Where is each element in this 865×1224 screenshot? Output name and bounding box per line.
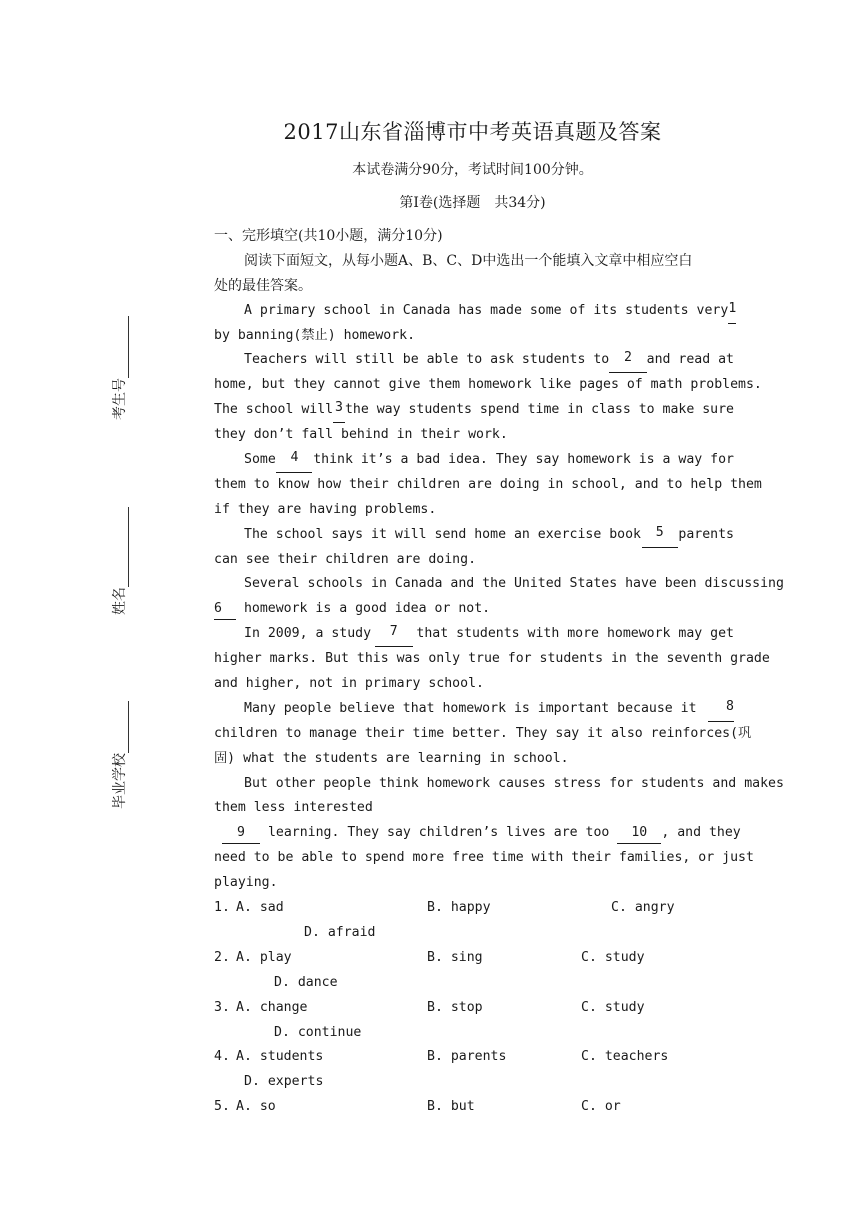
passage-text: In 2009, a study	[244, 626, 372, 642]
side-field-line	[112, 316, 129, 378]
part-title: 第Ⅰ卷(选择题 共34分)	[399, 195, 546, 211]
passage-text: the way students spend time in class to make sure	[344, 402, 734, 418]
option-d: D. continue	[274, 1024, 362, 1040]
blank-3: 3	[333, 398, 345, 423]
option-a: A. sad	[236, 900, 284, 916]
question-number: 1.	[214, 900, 230, 916]
passage-line: by banning(禁止) homework.	[214, 327, 416, 343]
page-title: 2017山东省淄博市中考英语真题及答案	[283, 120, 662, 144]
passage-line	[214, 448, 734, 473]
passage-text: Teachers will still be able to ask students to	[244, 352, 610, 368]
blank-10: 10	[617, 823, 661, 844]
side-field-school	[109, 699, 133, 809]
question-row	[214, 921, 734, 946]
passage-line	[214, 821, 741, 846]
option-b: B. parents	[427, 1049, 507, 1065]
question-row	[214, 971, 734, 996]
blank-2: 2	[609, 348, 646, 373]
option-d: D. experts	[244, 1074, 324, 1090]
side-field-candidate-number	[109, 310, 133, 420]
passage-text: A primary school in Canada has made some of its students very	[244, 302, 729, 318]
blank-4: 4	[276, 448, 312, 473]
passage-text: and read at	[646, 352, 734, 368]
passage-line	[214, 348, 734, 373]
option-c: C. teachers	[581, 1049, 669, 1065]
option-b: B. but	[427, 1099, 475, 1115]
passage-line	[214, 597, 734, 622]
passage-text: parents	[678, 526, 734, 542]
blank-8: 8	[708, 697, 734, 722]
option-d: D. afraid	[304, 924, 376, 940]
passage-text: The school says it will send home an exercise book	[244, 526, 641, 542]
section-heading: 一、完形填空(共10小题，满分10分)	[214, 228, 443, 244]
side-field-name	[109, 505, 133, 615]
passage-text: , and they	[661, 825, 741, 841]
side-field-label: 姓名	[112, 587, 128, 615]
option-c: C. or	[581, 1099, 621, 1115]
option-a: A. students	[236, 1049, 324, 1065]
passage-text: think it’s a bad idea. They say homework is a way for	[313, 452, 734, 468]
question-row	[214, 1095, 734, 1120]
option-a: A. so	[236, 1099, 276, 1115]
passage-text: homework is a good idea or not.	[243, 601, 491, 617]
passage-line	[214, 398, 734, 423]
passage-line: need to be able to spend more free time with their families, or just	[214, 850, 754, 866]
passage-line	[214, 622, 734, 647]
side-field-label: 毕业学校	[112, 753, 128, 809]
passage-line	[214, 299, 737, 324]
passage-text: The school will	[214, 402, 334, 418]
option-d: D. dance	[274, 974, 338, 990]
blank-6: 6	[214, 599, 236, 620]
side-field-line	[112, 507, 129, 587]
question-row	[214, 946, 734, 971]
passage-line: higher marks. But this was only true for students in the seventh grade	[214, 651, 770, 667]
passage-line: they don’t fall behind in their work.	[214, 427, 508, 443]
option-b: B. sing	[427, 949, 483, 965]
option-a: A. play	[236, 949, 292, 965]
passage-text: Some	[244, 452, 276, 468]
passage-text: home, but they cannot give them homework like pages of math problems.	[214, 377, 762, 393]
question-row	[214, 996, 734, 1021]
passage-line: children to manage their time better. They say it also reinforces(巩	[214, 725, 752, 741]
instruction-line: 阅读下面短文，从每小题A、B、C、D中选出一个能填入文章中相应空白	[244, 252, 693, 269]
passage-line	[214, 373, 762, 398]
passage-line: them to know how their children are doing in school, and to help them	[214, 476, 762, 492]
instruction-line: 处的最佳答案。	[214, 277, 312, 294]
passage-line: can see their children are doing.	[214, 551, 477, 567]
question-number: 3.	[214, 999, 230, 1015]
blank-7: 7	[375, 622, 413, 647]
passage-text: Many people believe that homework is important because it	[244, 700, 697, 716]
question-row	[214, 1045, 734, 1070]
option-c: C. study	[581, 999, 645, 1015]
question-number: 4.	[214, 1049, 230, 1065]
question-row	[214, 1070, 734, 1095]
side-field-line	[112, 701, 129, 753]
blank-5: 5	[642, 523, 678, 548]
passage-line: But other people think homework causes stress for students and makes	[244, 775, 784, 791]
question-number: 2.	[214, 949, 230, 965]
exam-body	[214, 224, 784, 1120]
passage-line	[214, 697, 734, 722]
blank-1: 1	[728, 299, 736, 324]
blank-9: 9	[222, 823, 260, 844]
option-c: C. study	[581, 949, 645, 965]
passage-text: that students with more homework may get	[416, 626, 734, 642]
question-number: 5.	[214, 1099, 230, 1115]
side-field-label: 考生号	[112, 378, 128, 420]
exam-info: 本试卷满分90分，考试时间100分钟。	[352, 162, 593, 178]
option-c: C. angry	[611, 900, 675, 916]
passage-line: 固) what the students are learning in school.	[214, 750, 569, 766]
passage-line: if they are having problems.	[214, 501, 437, 517]
passage-line: them less interested	[214, 800, 373, 816]
passage-line	[214, 523, 734, 548]
passage-line: Several schools in Canada and the United States have been discussing	[244, 576, 784, 592]
passage-text: learning. They say children’s lives are too	[267, 825, 610, 841]
passage-line: and higher, not in primary school.	[214, 676, 484, 692]
option-b: B. happy	[427, 900, 491, 916]
question-row	[214, 896, 734, 921]
option-b: B. stop	[427, 999, 483, 1015]
passage-line: playing.	[214, 875, 278, 891]
question-row	[214, 1021, 734, 1046]
option-a: A. change	[236, 999, 308, 1015]
